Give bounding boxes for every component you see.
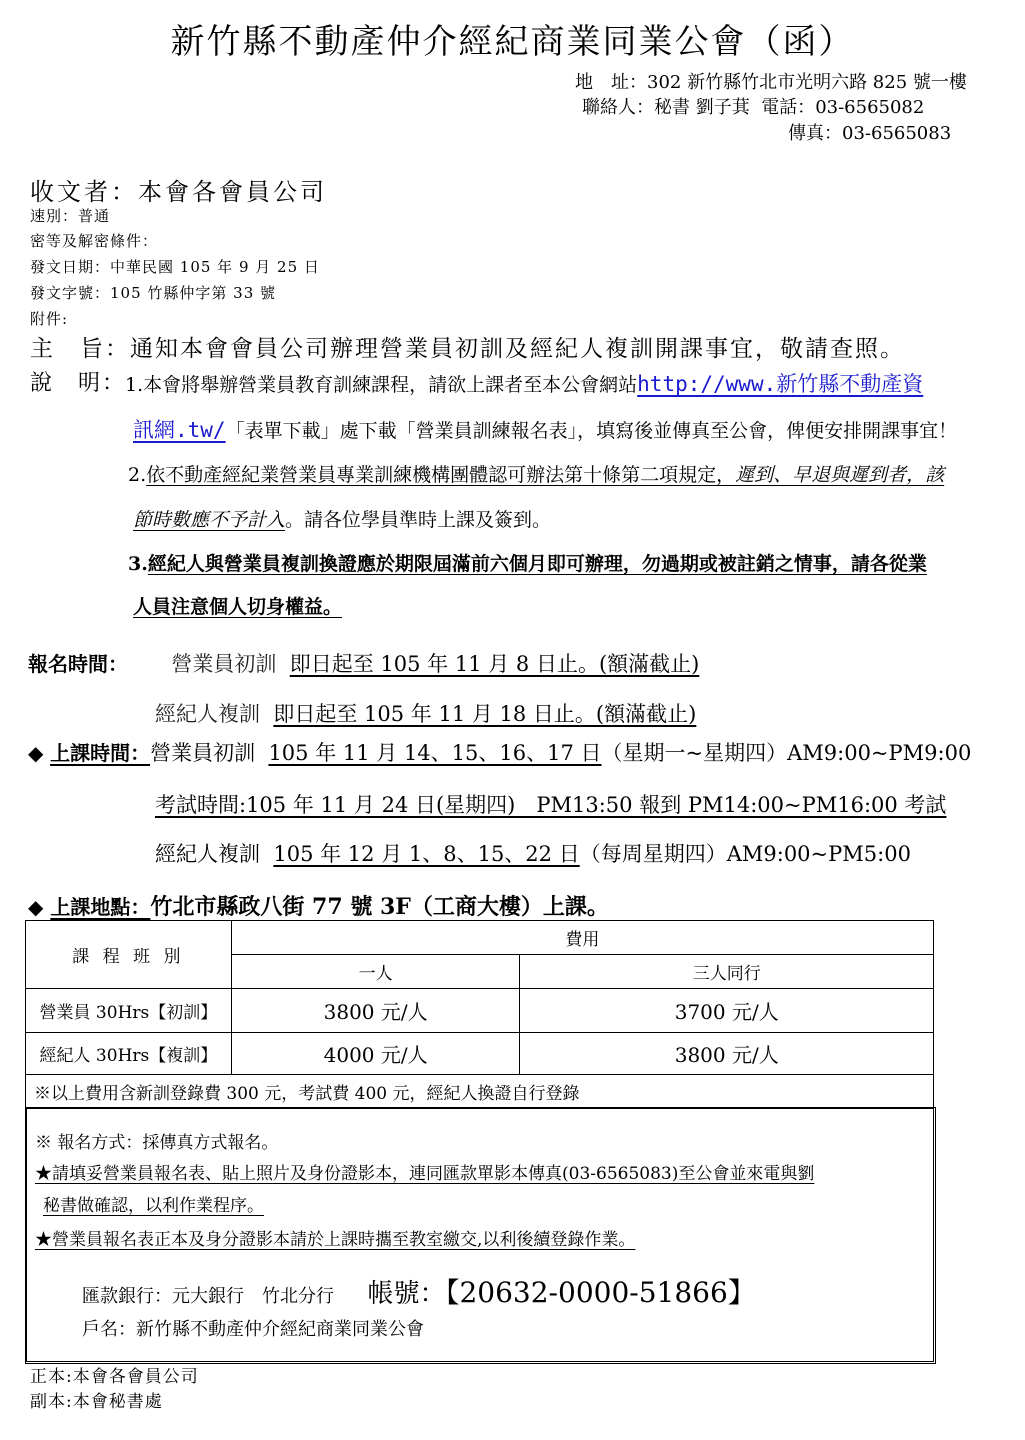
explanation-item-2-line-1 [128,462,944,488]
signup-instruction-1: ★請填妥營業員報名表、貼上照片及身份證影本，連同匯款單影本傳真(03-6565083)至公會並來電與劉 [35,1164,815,1184]
class-hours: （星期一~星期四）AM9:00~PM9:00 [601,741,972,765]
class-time-row-1 [28,737,971,767]
subject-text: 通知本會會員公司辦理營業員初訓及經紀人複訓開課事宜，敬請查照。 [130,336,905,362]
table-row [26,1033,934,1075]
account-number: 【20632-0000-51866】 [445,1276,756,1309]
exam-time: 考試時間:105 年 11 月 24 日(星期四) PM13:50 報到 PM14:00~PM16:00 考試 [155,793,947,817]
class-course: 經紀人複訓 [155,842,260,866]
class-dates: 105 年 12 月 1、8、15、22 日 [273,842,580,866]
distribution-copy [30,1390,163,1414]
signup-instruction-2: ★營業員報名表正本及身分證影本請於上課時攜至教室繳交,以利後續登錄作業。 [35,1230,636,1250]
signup-instruction-1-cont: 秘書做確認，以利作業程序。 [43,1196,264,1216]
holder-line [82,1315,424,1341]
address-label: 地 址： [575,72,647,93]
explanation-item-3-line-2 [133,594,342,620]
item-text: 。請各位學員準時上課及簽到。 [285,509,552,531]
item-text: 人員注意個人切身權益。 [133,596,343,618]
registration-course: 經紀人複訓 [155,702,260,726]
address-line [575,71,967,95]
location-label: 上課地點： [50,897,151,919]
explanation-item-1-line-2 [133,417,957,444]
fax-line [788,122,951,146]
header-single: 一人 [231,955,520,989]
subject-line [30,330,905,363]
item-text: 依不動產經紀業營業員專業訓練機構團體認可辦法第十條第二項規定， [146,464,736,486]
class-dates: 105 年 11 月 14、15、16、17 日 [268,741,602,765]
phone-value: 03-6565082 [815,97,925,118]
bank-value: 元大銀行 竹北分行 [172,1286,334,1307]
item-number: 3. [128,553,148,575]
meta-value: 中華民國 105 年 9 月 25 日 [110,258,320,276]
contact-line [582,96,924,120]
diamond-bullet-icon: ◆ [28,741,44,765]
subject-label: 主 旨： [30,336,130,362]
distribution-original [30,1365,199,1389]
item-text: 「表單下載」處下載「營業員訓練報名表」，填寫後並傳真至公會，俾便安排開課事宜！ [225,420,958,442]
distribution-value: 本會各會員公司 [72,1367,199,1387]
meta-label: 密等及解密條件： [30,232,159,250]
item-italic-text: 遲到、早退與遲到者，該 [735,464,945,486]
fee-note-row [26,1075,934,1109]
location-value: 竹北市縣政八街 77 號 3F（工商大樓）上課。 [150,894,609,920]
explanation-item-3-line-1 [128,551,927,577]
item-number: 1. [125,374,144,396]
item-italic-text: 節時數應不予計入 [133,509,286,531]
website-link[interactable]: http://www.新竹縣不動產資 [637,372,924,396]
fee-table [25,920,934,1109]
item-text: 本會將舉辦營業員教育訓練課程，請欲上課者至本公會網站 [143,374,638,396]
price-group: 3700 元/人 [520,989,934,1033]
meta-value: 普通 [78,207,111,225]
recipient-value: 本會各會員公司 [138,178,327,206]
meta-label: 速別： [30,207,79,225]
meta-value: 105 竹縣仲字第 33 號 [110,284,277,302]
registration-course: 營業員初訓 [171,652,277,676]
holder-value: 新竹縣不動產仲介經紀商業同業公會 [136,1319,424,1340]
phone-label: 電話： [761,97,816,118]
meta-classification [30,230,158,252]
registration-row-2 [155,698,696,728]
fee-note: ※以上費用含新訓登錄費 300 元，考試費 400 元，經紀人換證自行登錄 [26,1075,934,1109]
fax-value: 03-6565083 [842,123,952,144]
item-text: 經紀人與營業員複訓換證應於期限屆滿前六個月即可辦理，勿過期或被註銷之情事，請各從業 [147,553,927,575]
class-time-label: 上課時間： [50,743,151,765]
signup-method: ※ 報名方式：採傳真方式報名。 [35,1133,279,1153]
explanation-item-2-line-2 [133,507,551,533]
diamond-bullet-icon: ◆ [28,895,44,919]
fee-table-header-row [26,921,934,955]
registration-period: 即日起至 105 年 11 月 18 日止。(額滿截止) [273,702,697,726]
meta-label: 發文日期： [30,258,111,276]
location-line [28,890,609,921]
bank-label: 匯款銀行： [82,1286,172,1307]
price-group: 3800 元/人 [520,1033,934,1075]
item-number: 2. [128,464,147,486]
meta-date [30,256,320,278]
class-time-row-2 [155,838,911,868]
distribution-label: 正本: [30,1367,73,1387]
explanation-label: 說 明： [30,371,127,396]
meta-label: 附件: [30,310,69,328]
address-value: 302 新竹縣竹北市光明六路 825 號一樓 [647,72,967,93]
price-single: 4000 元/人 [231,1033,520,1075]
header-fee: 費用 [231,921,933,955]
class-hours: （每周星期四）AM9:00~PM5:00 [579,842,911,866]
header-class: 課 程 班 別 [26,921,232,989]
class-course: 營業員初訓 [150,741,256,765]
signup-info-box [25,1107,936,1364]
registration-label: 報名時間： [28,654,128,676]
price-single: 3800 元/人 [231,989,520,1033]
registration-period: 即日起至 105 年 11 月 8 日止。(額滿截止) [289,652,700,676]
document-title: 新竹縣不動產仲介經紀商業同業公會（函） [170,22,855,62]
course-name: 經紀人 30Hrs【複訓】 [26,1033,232,1075]
contact-label: 聯絡人： [582,97,654,118]
registration-row-1 [28,648,699,678]
recipient-line [30,172,327,207]
meta-label: 發文字號： [30,284,111,302]
explanation-item-1-line-1 [125,371,923,398]
fax-label: 傳真： [788,123,842,144]
meta-attachment [30,308,68,330]
header-group: 三人同行 [520,955,934,989]
distribution-value: 本會秘書處 [72,1392,163,1412]
website-link-continued[interactable]: 訊網.tw/ [133,418,226,442]
meta-speed [30,205,110,227]
table-row [26,989,934,1033]
meta-doc-number [30,282,276,304]
distribution-label: 副本: [30,1392,73,1412]
bank-line [82,1271,756,1311]
holder-label: 戶名： [82,1319,136,1340]
recipient-label: 收文者： [30,178,138,206]
contact-value: 秘書 劉子萁 [654,97,750,118]
course-name: 營業員 30Hrs【初訓】 [26,989,232,1033]
account-label: 帳號： [367,1279,446,1309]
